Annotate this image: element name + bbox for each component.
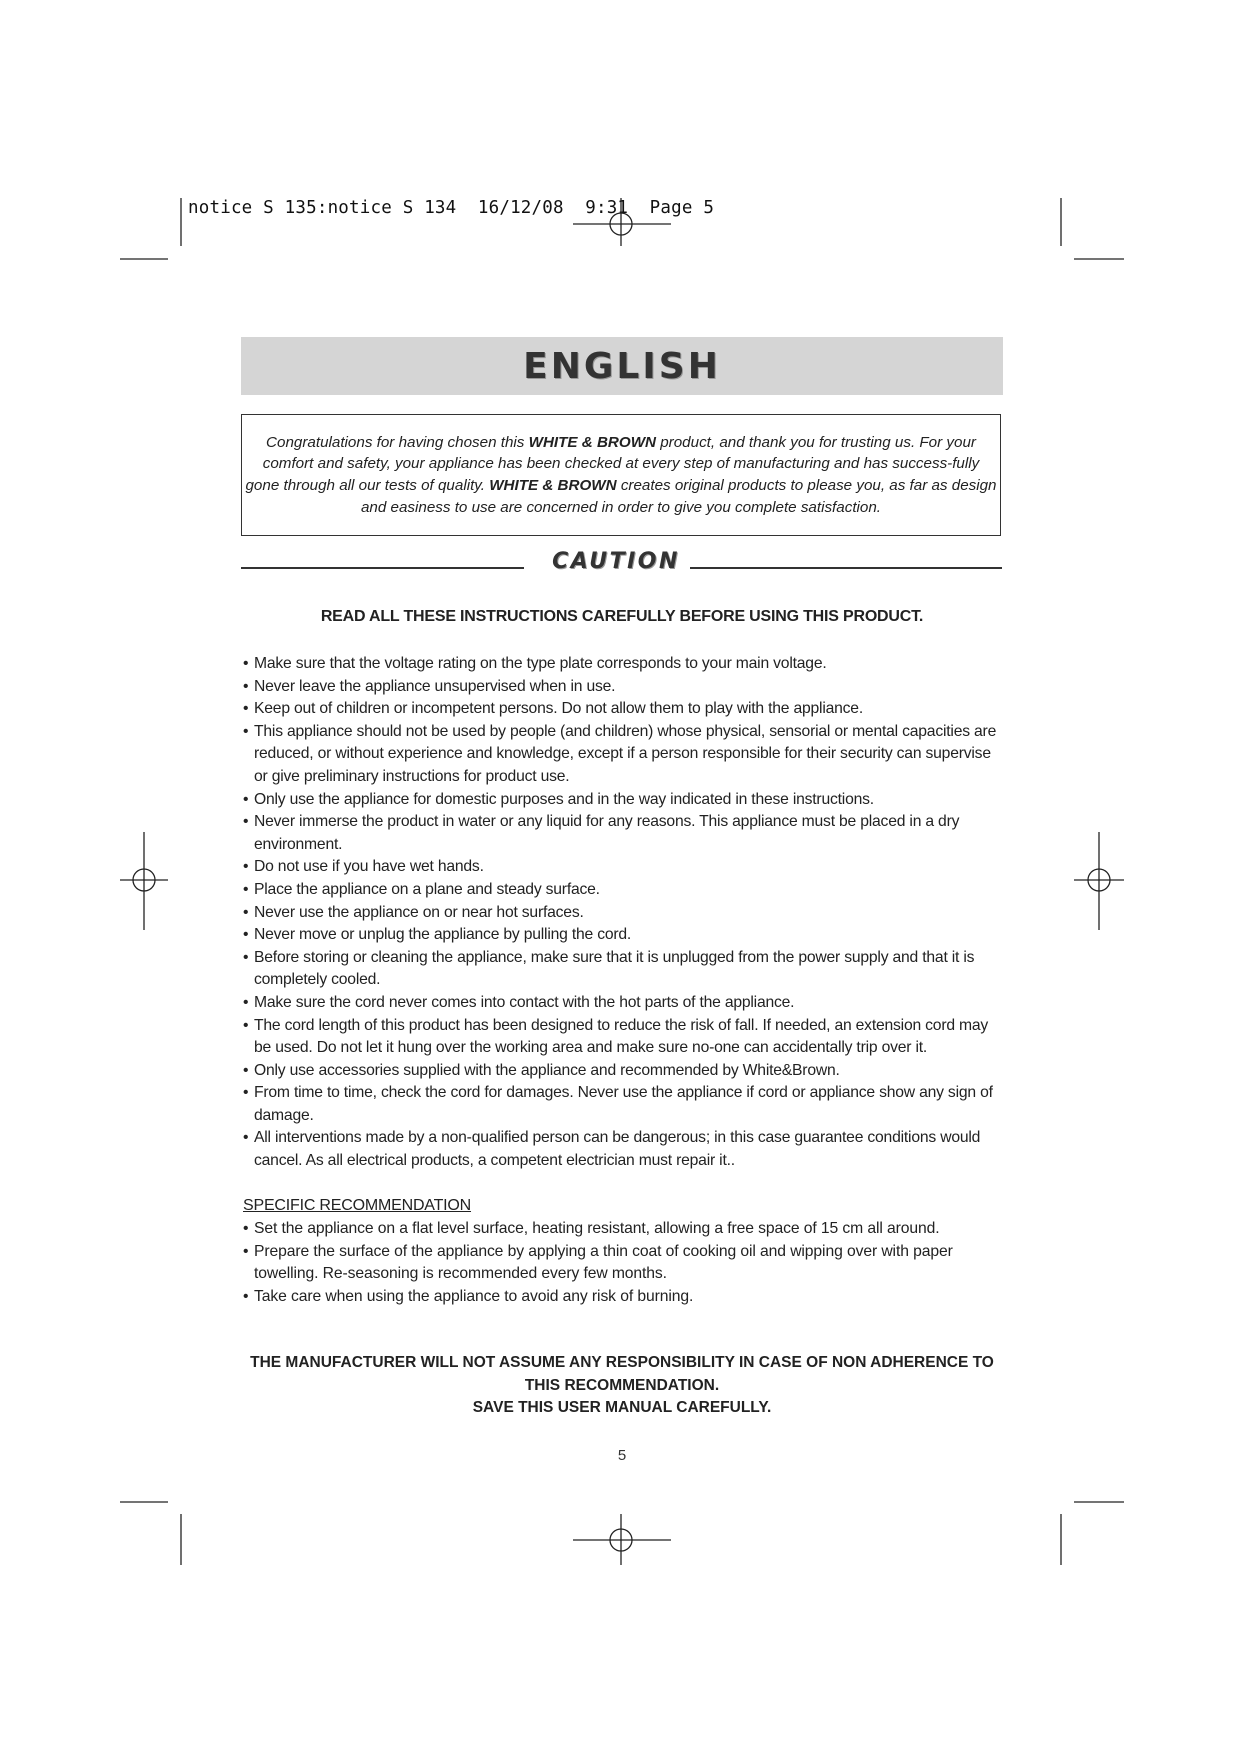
bullet: • xyxy=(243,655,249,672)
list-item xyxy=(243,676,1005,699)
intro-brand-2: WHITE & BROWN xyxy=(489,477,617,494)
bullet: • xyxy=(243,1129,249,1147)
bullet: • xyxy=(243,722,249,740)
list-item-text: Never leave the appliance unsupervised when in use. xyxy=(254,677,616,695)
page-number: 5 xyxy=(617,1447,627,1464)
intro-brand-1: WHITE & BROWN xyxy=(528,433,656,451)
list-item xyxy=(243,1060,1005,1083)
list-item xyxy=(243,789,1005,812)
caution-rule-left xyxy=(241,567,524,569)
list-item xyxy=(243,1082,1005,1127)
list-item-text: Only use accessories supplied with the appliance and recommended by White&Brown. xyxy=(254,1061,840,1079)
specific-recommendation-list xyxy=(243,1218,1005,1308)
bullet: • xyxy=(243,677,249,695)
list-item xyxy=(243,811,1005,856)
language-header xyxy=(241,337,1003,395)
bullet: • xyxy=(243,813,249,831)
bullet: • xyxy=(243,1242,249,1260)
list-item-text: From time to time, check the cord for damages. Never use the appliance if cord or appliance show any sign of damage. xyxy=(254,1084,993,1124)
warning-line-1: THE MANUFACTURER WILL NOT ASSUME ANY RESPONSIBILITY IN CASE OF NON ADHERENCE TO xyxy=(250,1354,994,1371)
list-item xyxy=(243,992,1005,1015)
list-item-text: This appliance should not be used by people (and children) whose physical, sensorial or mental capacities are reduced, or without experience and knowledge, except if a person responsible for their security can supervise or give preliminary instructions for product use. xyxy=(254,722,997,785)
manufacturer-warning xyxy=(241,1352,1003,1420)
list-item xyxy=(243,1127,1005,1172)
bullet: • xyxy=(243,1287,249,1305)
bullet: • xyxy=(243,1061,249,1079)
bullet: • xyxy=(243,1220,249,1237)
list-item-text: Take care when using the appliance to avoid any risk of burning. xyxy=(254,1287,694,1305)
list-item xyxy=(243,698,1005,721)
list-item xyxy=(243,947,1005,992)
intro-part-1: Congratulations for having chosen this xyxy=(266,433,529,451)
list-item xyxy=(243,1241,1005,1286)
bullet: • xyxy=(243,858,249,876)
list-item xyxy=(243,1218,1005,1241)
print-slug: notice S 135:notice S 134 16/12/08 9:31 Page 5 xyxy=(188,198,715,218)
bullet: • xyxy=(243,700,249,718)
intro-box xyxy=(241,414,1001,536)
list-item xyxy=(243,856,1005,879)
bullet: • xyxy=(243,926,249,944)
list-item xyxy=(243,1286,1005,1309)
bullet: • xyxy=(243,790,249,808)
list-item xyxy=(243,879,1005,902)
intro-text xyxy=(245,432,997,518)
list-item-text: All interventions made by a non-qualified person can be dangerous; in this case guarantee conditions would cancel. As all electrical products, a competent electrician must repair it.. xyxy=(254,1129,981,1170)
intro-part-2: product, and thank you for trusting us. For your comfort and safety, your appliance has been checked at every step of manufacturing and has success-fully gone through all our tests of quality. xyxy=(245,433,980,494)
list-item-text: Prepare the surface of the appliance by applying a thin coat of cooking oil and wipping over with paper towelling. Re-seasoning is recommended every few months. xyxy=(254,1242,953,1283)
list-item-text: Make sure the cord never comes into contact with the hot parts of the appliance. xyxy=(254,993,795,1011)
bullet: • xyxy=(243,1084,249,1102)
list-item-text: Before storing or cleaning the appliance, make sure that it is unplugged from the power supply and that it is completely cooled. xyxy=(254,948,975,989)
list-item xyxy=(243,721,1005,789)
list-item-text: Never immerse the product in water or any liquid for any reasons. This appliance must be placed in a dry environment. xyxy=(254,813,960,853)
list-item xyxy=(243,1015,1005,1060)
bullet: • xyxy=(243,880,249,898)
list-item-text: Only use the appliance for domestic purposes and in the way indicated in these instructions. xyxy=(254,790,874,808)
list-item-text: Keep out of children or incompetent persons. Do not allow them to play with the appliance. xyxy=(254,700,863,718)
warning-line-2: THIS RECOMMENDATION. xyxy=(524,1376,720,1394)
bullet: • xyxy=(243,948,249,966)
caution-title: CAUTION xyxy=(552,549,680,574)
list-item-text: Set the appliance on a flat level surface, heating resistant, allowing a free space of 15 cm all around. xyxy=(254,1220,940,1237)
caution-rule-right xyxy=(690,567,1002,569)
bullet: • xyxy=(243,993,249,1011)
caution-list xyxy=(243,653,1005,1173)
list-item-text: Make sure that the voltage rating on the type plate corresponds to your main voltage. xyxy=(254,655,827,672)
intro-part-3: creates original products to please you, as far as design and easiness to use are concerned in order to give you complete satisfaction. xyxy=(360,477,997,516)
list-item-text: Do not use if you have wet hands. xyxy=(254,858,484,876)
list-item-text: The cord length of this product has been designed to reduce the risk of fall. If needed, an extension cord may be used. Do not let it hung over the working area and make sure no-one can accidentally trip over it. xyxy=(254,1016,989,1057)
specific-recommendation-heading: SPECIFIC RECOMMENDATION xyxy=(243,1197,472,1214)
list-item-text: Never move or unplug the appliance by pulling the cord. xyxy=(254,926,632,944)
read-all-instructions: READ ALL THESE INSTRUCTIONS CAREFULLY BEFORE USING THIS PRODUCT. xyxy=(320,608,924,625)
list-item xyxy=(243,902,1005,925)
list-item xyxy=(243,653,1005,676)
list-item-text: Place the appliance on a plane and steady surface. xyxy=(254,880,600,898)
bullet: • xyxy=(243,903,249,921)
warning-line-3: SAVE THIS USER MANUAL CAREFULLY. xyxy=(472,1399,772,1417)
list-item-text: Never use the appliance on or near hot surfaces. xyxy=(254,903,584,921)
language-title: ENGLISH xyxy=(523,345,721,387)
list-item xyxy=(243,924,1005,947)
bullet: • xyxy=(243,1016,249,1034)
